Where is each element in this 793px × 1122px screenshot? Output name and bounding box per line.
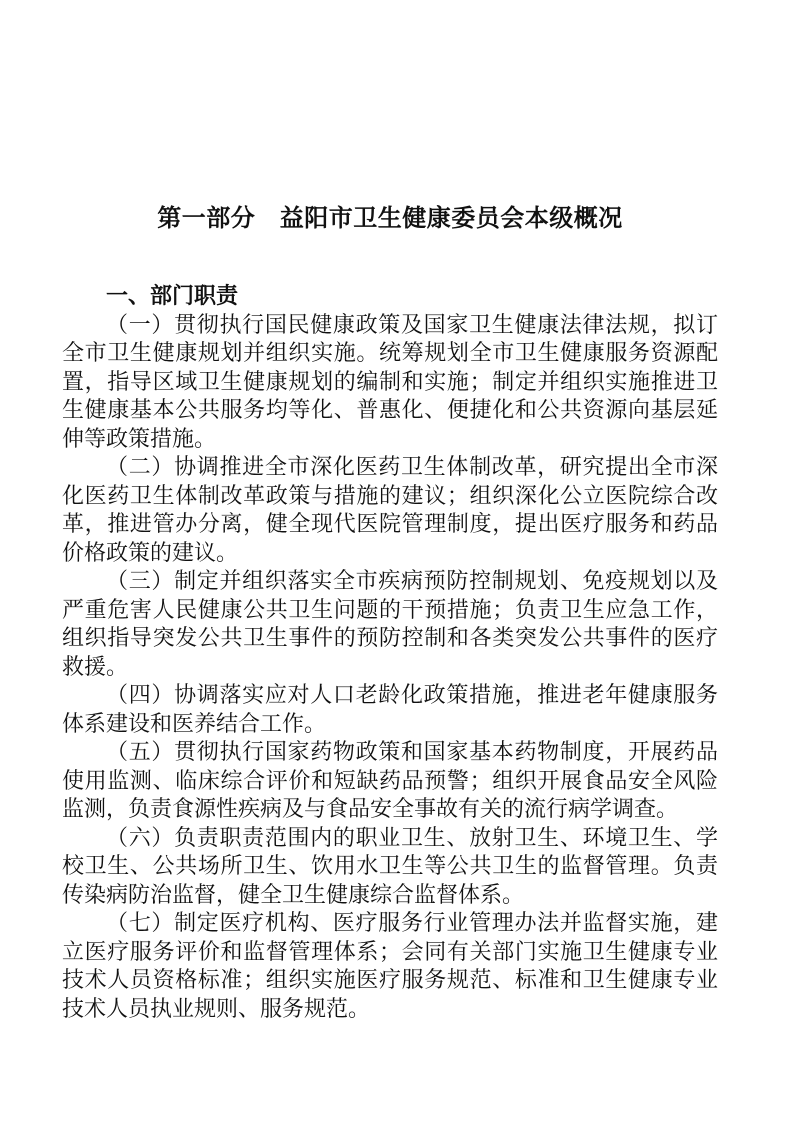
paragraph-duty-4: （四）协调落实应对人口老龄化政策措施，推进老年健康服务体系建设和医养结合工作。 — [62, 682, 718, 736]
paragraph-duty-7: （七）制定医疗机构、医疗服务行业管理办法并监督实施，建立医疗服务评价和监督管理体系；会同有关部门实施卫生健康专业技术人员资格标准；组织实施医疗服务规范、标准和卫生健康专业技术人员执业规则、服务规范。 — [62, 910, 718, 1021]
paragraph-duty-2: （二）协调推进全市深化医药卫生体制改革，研究提出全市深化医药卫生体制改革政策与措施的建议；组织深化公立医院综合改革，推进管办分离，健全现代医院管理制度，提出医疗服务和药品价格政策的建议。 — [62, 454, 718, 565]
section-heading-duties: 一、部门职责 — [106, 283, 239, 308]
document-title: 第一部分 益阳市卫生健康委员会本级概况 — [157, 206, 623, 232]
paragraph-duty-5: （五）贯彻执行国家药物政策和国家基本药物制度，开展药品使用监测、临床综合评价和短缺药品预警；组织开展食品安全风险监测，负责食源性疾病及与食品安全事故有关的流行病学调查。 — [62, 739, 718, 821]
paragraph-duty-1: （一）贯彻执行国民健康政策及国家卫生健康法律法规，拟订全市卫生健康规划并组织实施。统筹规划全市卫生健康服务资源配置，指导区域卫生健康规划的编制和实施；制定并组织实施推进卫生健康基本公共服务均等化、普惠化、便捷化和公共资源向基层延伸等政策措施。 — [62, 311, 718, 451]
paragraph-duty-3: （三）制定并组织落实全市疾病预防控制规划、免疫规划以及严重危害人民健康公共卫生问题的干预措施；负责卫生应急工作，组织指导突发公共卫生事件的预防控制和各类突发公共事件的医疗救援。 — [62, 568, 718, 679]
paragraph-duty-6: （六）负责职责范围内的职业卫生、放射卫生、环境卫生、学校卫生、公共场所卫生、饮用水卫生等公共卫生的监督管理。负责传染病防治监督，健全卫生健康综合监督体系。 — [62, 824, 718, 907]
